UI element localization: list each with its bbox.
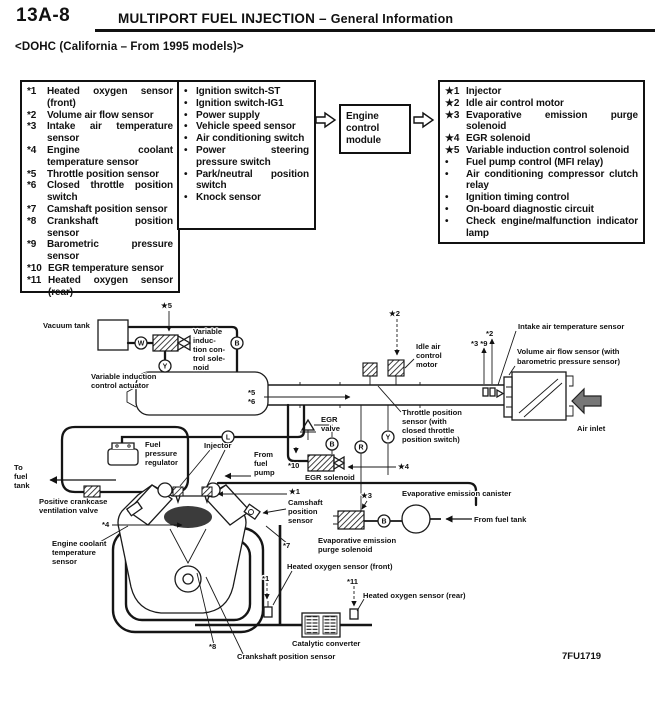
injector-leader	[207, 450, 225, 486]
cat-substrate	[323, 616, 337, 634]
throttle-body-solenoid	[363, 363, 377, 376]
evap-canister-symbol	[402, 505, 430, 533]
list-item	[445, 86, 638, 98]
list-item	[184, 121, 309, 133]
hose-code-l: L	[225, 434, 231, 442]
label-to-fuel-tank: fuel	[14, 472, 28, 481]
label-from-fuel-pump: pump	[254, 468, 275, 477]
crank-journal	[183, 574, 193, 584]
ref-text: Check engine/malfunction indicator lamp	[466, 215, 638, 239]
ref-id: *4	[27, 144, 37, 156]
list-item	[445, 133, 638, 145]
label-injector: Injector	[204, 441, 232, 450]
item-text: Park/neutral position switch	[196, 168, 309, 192]
fpr-dome	[112, 443, 134, 449]
list-item	[445, 157, 638, 169]
label-air-inlet: Air inlet	[577, 424, 606, 433]
label-idle-air: control	[416, 351, 442, 360]
label-vaf-sensor: barometric pressure sensor)	[517, 357, 620, 366]
label-camshaft-sensor: sensor	[288, 516, 313, 525]
title-section: General Information	[330, 12, 454, 26]
label-pcv: Positive crankcase	[39, 497, 108, 506]
item-text: Vehicle speed sensor	[196, 121, 296, 133]
label-egr-valve: valve	[321, 424, 341, 433]
item-text: Power steering pressure switch	[196, 144, 309, 168]
vic-solenoid-symbol	[153, 335, 178, 351]
list-item	[445, 204, 638, 216]
list-item	[184, 86, 309, 98]
star3-pointer	[362, 501, 367, 509]
hose-code-w: W	[137, 340, 145, 348]
ref-id: *11	[27, 274, 42, 286]
ref-text: Fuel pump control (MFI relay)	[466, 156, 604, 168]
duct-flanges	[300, 382, 420, 408]
vacuum-tank-symbol	[98, 320, 128, 350]
label-coolant-sensor: Engine coolant	[52, 539, 107, 548]
list-item	[445, 98, 638, 110]
ref-text: Variable induction control solenoid	[466, 144, 630, 156]
ref-star2: ★2	[389, 309, 401, 318]
ecm-label: Engine control module	[346, 111, 381, 146]
label-vic-solenoid: induc-	[193, 336, 216, 345]
list-item	[445, 110, 638, 134]
ref-a6: *6	[248, 397, 256, 406]
label-vic-actuator: control actuator	[91, 381, 149, 390]
label-iat-sensor: Intake air temperature sensor	[518, 322, 625, 331]
label-vacuum-tank: Vacuum tank	[43, 321, 90, 330]
ref-text: Crankshaft position sensor	[47, 215, 173, 239]
camshaft-leader	[263, 509, 286, 513]
bypass-stems	[370, 376, 396, 385]
label-to-fuel-tank: tank	[14, 481, 30, 490]
ref-id: ★3	[445, 109, 460, 121]
label-fpr: Fuel	[145, 440, 161, 449]
ref-star3: ★3	[361, 491, 373, 500]
label-evap-purge: Evaporative emission	[318, 536, 397, 545]
evap-purge-solenoid-symbol	[338, 511, 364, 529]
idle-air-control-motor-symbol	[388, 360, 404, 376]
label-idle-air: Idle air	[416, 342, 441, 351]
title-main: MULTIPORT FUEL INJECTION	[118, 11, 316, 26]
label-tps: Throttle position	[402, 408, 462, 417]
page-number: 13A-8	[16, 5, 71, 26]
bullet-icon: •	[184, 144, 188, 156]
label-vic-solenoid: noid	[193, 363, 210, 372]
ref-a7: *7	[283, 541, 291, 550]
ref-text: Volume air flow sensor	[47, 109, 154, 121]
list-item	[27, 145, 173, 169]
injector-symbol	[173, 487, 183, 496]
iat-sensor-symbol	[483, 388, 488, 396]
list-item	[184, 145, 309, 169]
header-rule	[95, 29, 655, 32]
ref-id: *9	[27, 239, 37, 251]
hose-code-y: Y	[162, 363, 168, 371]
label-vic-solenoid: Variable	[193, 327, 223, 336]
label-vaf-sensor: Volume air flow sensor (with	[517, 347, 620, 356]
bullet-icon: •	[445, 192, 449, 204]
bullet-icon: •	[445, 168, 449, 180]
ref-star5: ★5	[161, 301, 173, 310]
maf-bellmouth	[566, 376, 573, 416]
list-item	[445, 169, 638, 193]
iac-leader	[405, 359, 414, 368]
tps-leader	[378, 386, 401, 412]
ref-text: Intake air temperature sensor	[47, 121, 173, 145]
item-text: Ignition switch-IG1	[196, 97, 284, 109]
ref-text: Barometric pressure sensor	[47, 239, 173, 263]
bullet-icon: •	[445, 156, 449, 168]
label-evap-canister: Evaporative emission canister	[402, 489, 512, 498]
hose-code-b: B	[329, 441, 335, 449]
list-item	[27, 169, 173, 181]
label-evap-purge: purge solenoid	[318, 545, 373, 554]
list-item	[445, 145, 638, 157]
ref-a8: *8	[209, 642, 217, 651]
label-tps: position switch)	[402, 435, 460, 444]
label-vic-actuator: Variable induction	[91, 372, 157, 381]
ref-text: Heated oxygen sensor (rear)	[48, 274, 173, 298]
ref-text: Heated oxygen sensor (front)	[47, 86, 173, 109]
label-ho2s-rear: Heated oxygen sensor (rear)	[363, 591, 466, 600]
label-tps: closed throttle	[402, 426, 455, 435]
ref-a5: *5	[248, 388, 256, 397]
label-fpr: regulator	[145, 458, 178, 467]
label-coolant-sensor: temperature	[52, 548, 96, 557]
list-item	[184, 133, 309, 145]
ref-id: ★1	[445, 86, 460, 97]
oil-cap	[158, 483, 172, 497]
ref-id: ★2	[445, 97, 460, 109]
ref-id: *1	[27, 86, 37, 97]
ref-id: *2	[27, 109, 37, 121]
label-ho2s-front: Heated oxygen sensor (front)	[287, 562, 393, 571]
ref-id: ★5	[445, 144, 460, 156]
list-item	[27, 121, 173, 145]
bullet-icon: •	[184, 97, 188, 109]
hose-code-b: B	[234, 340, 240, 348]
solenoid-vent-icon	[178, 336, 190, 350]
list-item	[27, 239, 173, 263]
bullet-icon: •	[445, 203, 449, 215]
ref-id: *10	[27, 262, 42, 274]
air-inlet-arrow	[572, 389, 601, 413]
label-pcv: ventilation valve	[39, 506, 99, 515]
bullet-icon: •	[184, 192, 188, 204]
ref-text: Ignition timing control	[466, 192, 570, 204]
o2-sensor-front-symbol	[264, 607, 272, 617]
bullet-icon: •	[184, 168, 188, 180]
ecm-outputs-box	[438, 80, 645, 244]
injector-leader	[180, 450, 210, 486]
ref-text: Closed throttle position switch	[47, 180, 173, 204]
ecm-box	[339, 104, 411, 154]
list-item	[27, 204, 173, 216]
label-vic-solenoid: trol sole-	[193, 354, 226, 363]
ref-id: *6	[27, 180, 37, 192]
list-item	[184, 110, 309, 122]
ref-a39: *3 *9	[471, 339, 488, 348]
ref-a11: *11	[347, 577, 358, 586]
purge-ports	[333, 516, 338, 524]
flow-arrow-icon	[314, 111, 338, 129]
ref-star4: ★4	[398, 462, 410, 471]
ref-id: *3	[27, 121, 37, 133]
ref-text: Idle air control motor	[466, 97, 564, 109]
list-item	[184, 192, 309, 204]
cat-substrate	[305, 616, 319, 634]
ref-text: Injector	[466, 86, 502, 97]
label-to-fuel-tank: To	[14, 463, 23, 472]
label-catalytic-converter: Catalytic converter	[292, 639, 361, 648]
list-item	[27, 110, 173, 122]
duct-sensor-icon	[497, 390, 503, 397]
ho2s-front-leader	[273, 571, 292, 605]
ref-text: EGR temperature sensor	[48, 262, 164, 274]
label-from-fuel-pump: From	[254, 450, 273, 459]
list-item	[445, 216, 638, 240]
ref-text: Camshaft position sensor	[47, 203, 168, 215]
baro-sensor-symbol	[490, 388, 495, 396]
vacuum-system-diagram	[0, 295, 660, 712]
ref-id: ★4	[445, 133, 460, 145]
plenum-inlet	[127, 387, 136, 407]
ho2s-rear-leader	[357, 599, 364, 611]
label-egr-solenoid: EGR solenoid	[305, 473, 355, 482]
solenoid-vent-icon	[334, 457, 344, 469]
label-tps: sensor (with	[402, 417, 447, 426]
list-item	[184, 98, 309, 110]
ref-a10: *10	[288, 461, 300, 470]
label-idle-air: motor	[416, 360, 438, 369]
variant-subtitle: <DOHC (California – From 1995 models)>	[15, 41, 244, 53]
label-crankshaft-sensor: Crankshaft position sensor	[237, 652, 336, 661]
bullet-icon: •	[445, 215, 449, 227]
ecm-other-inputs-box	[177, 80, 316, 230]
hose-code-b: B	[381, 518, 387, 526]
ref-id: *7	[27, 203, 37, 215]
list-item	[445, 192, 638, 204]
bullet-icon: •	[184, 109, 188, 121]
label-from-fuel-tank: From fuel tank	[474, 515, 527, 524]
hose-code-y: Y	[385, 434, 391, 442]
label-vic-solenoid: tion con-	[193, 345, 226, 354]
page-title	[118, 11, 453, 26]
label-camshaft-sensor: position	[288, 507, 318, 516]
ecm-inputs-box	[20, 80, 180, 298]
item-text: Air conditioning switch	[196, 133, 305, 145]
ref-a1: *1	[262, 574, 270, 583]
list-item	[27, 180, 173, 204]
ref-id: *5	[27, 168, 37, 180]
ref-text: Engine coolant temperature sensor	[47, 144, 173, 168]
label-camshaft-sensor: Camshaft	[288, 498, 323, 507]
injector-symbol	[202, 487, 212, 496]
fuel-pressure-regulator-symbol	[108, 449, 138, 465]
label-from-fuel-pump: fuel	[254, 459, 268, 468]
list-item	[184, 169, 309, 193]
list-item	[27, 216, 173, 240]
label-fpr: pressure	[145, 449, 178, 458]
ref-text: On-board diagnostic circuit	[466, 203, 594, 215]
ref-star1: ★1	[289, 487, 301, 496]
hose-code-r: R	[358, 444, 364, 452]
ref-id: *8	[27, 215, 37, 227]
ref-text: Throttle position sensor	[47, 168, 160, 180]
bullet-icon: •	[184, 133, 188, 145]
ref-text: EGR solenoid	[466, 133, 531, 145]
ref-a2: *2	[486, 329, 494, 338]
label-coolant-sensor: sensor	[52, 557, 77, 566]
item-text: Ignition switch-ST	[196, 86, 281, 97]
item-text: Knock sensor	[196, 192, 261, 204]
label-egr-valve: EGR	[321, 415, 338, 424]
item-text: Power supply	[196, 109, 260, 121]
list-item	[27, 86, 173, 110]
ref-text: Evaporative emission purge solenoid	[466, 109, 638, 133]
figure-code: 7FU1719	[562, 651, 602, 662]
flow-arrow-icon	[412, 111, 436, 129]
bullet-icon: •	[184, 86, 188, 97]
ref-text: Air conditioning compressor clutch relay	[466, 168, 638, 192]
title-dash: –	[319, 11, 327, 26]
pcv-valve-symbol	[84, 486, 100, 497]
list-item	[27, 263, 173, 275]
ref-a4: *4	[102, 520, 110, 529]
intake-duct	[268, 385, 511, 405]
bullet-icon: •	[184, 121, 188, 133]
egr-solenoid-symbol	[308, 455, 334, 471]
